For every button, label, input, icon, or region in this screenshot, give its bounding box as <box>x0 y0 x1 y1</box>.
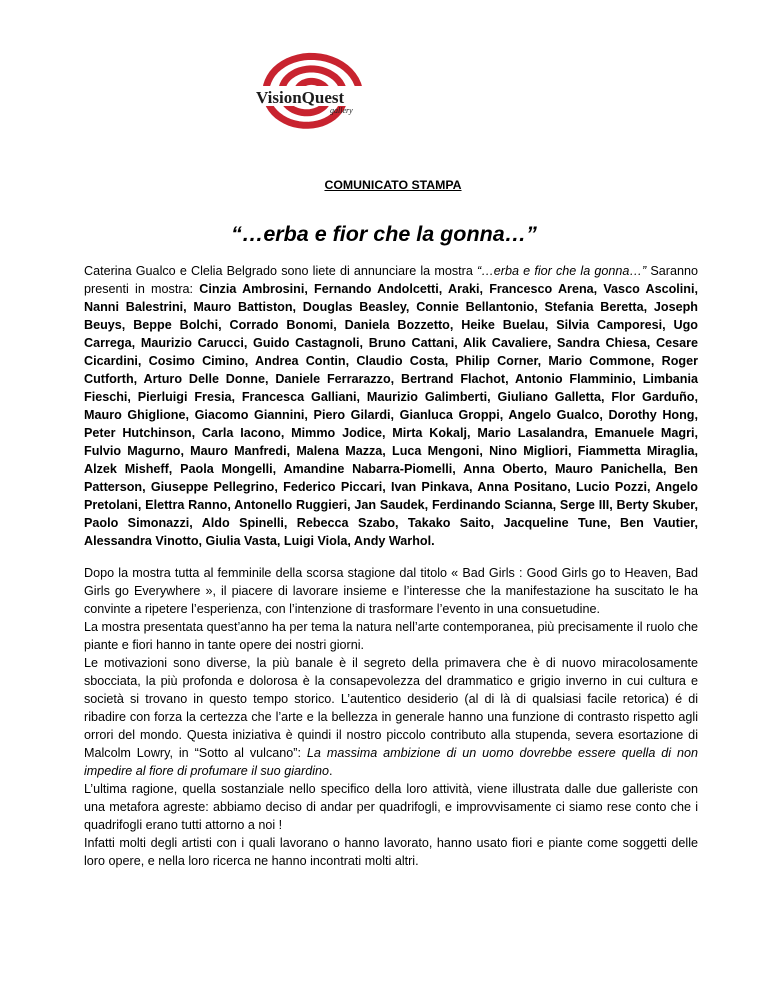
show-title-inline: “…erba e fior che la gonna…” <box>477 264 647 278</box>
spiral-logo-icon <box>236 52 366 138</box>
paragraph-motivation: Le motivazioni sono diverse, la più banale è il segreto della primavera che è di nuovo miracolosamente sbocciata, la più profonda e dolorosa è la consapevolezza del drammatico e grigio inverno in cui cultura e società si trovano in questo tempo storico. L’autentico desiderio (al di là di qualsiasi facile retorica) é di ribadire con forza la certezza che l’arte e la bellezza in generale hanno una funzione di contrasto rispetto agli orrori del mondo. Questa iniziativa è quindi il nostro piccolo contributo alla stupenda, severa esortazione di Malcolm Lowry, in “Sotto al vulcano”: La massima ambizione di un uomo dovrebbe essere quella di non impedire al fiore di profumare il suo giardino. <box>84 656 699 778</box>
paragraph-previous-show: Dopo la mostra tutta al femminile della scorsa stagione dal titolo « Bad Girls : Good Girls go to Heaven, Bad Girls go Everywhere », il piacere di lavorare insieme e l’interesse che la manifestazione ha suscitato le ha convinte a ripetere l’esperienza, con l’intenzione di trasformare l’evento in una consuetudine. <box>84 566 698 616</box>
lowry-quote: La massima ambizione di un uomo dovrebbe essere quella di non impedire al fiore di profumare il suo giardino <box>84 746 699 778</box>
document-body <box>84 262 698 870</box>
gallery-logo <box>236 52 366 138</box>
paragraph-theme: La mostra presentata quest’anno ha per tema la natura nell’arte contemporanea, più precisamente il ruolo che piante e fiori hanno in tante opere dei nostri giorni. <box>84 620 698 652</box>
paragraph-artists-flowers: Infatti molti degli artisti con i quali lavorano o hanno lavorato, hanno usato fiori e piante come soggetti delle loro opere, e nella loro ricerca ne hanno incontrati molti altri. <box>84 836 698 868</box>
artist-list: Cinzia Ambrosini, Fernando Andolcetti, Araki, Francesco Arena, Vasco Ascolini, Nanni Balestrini, Mauro Battiston, Douglas Beasley, Connie Bellantonio, Stefania Beretta, Joseph Beuys, Beppe Bolchi, Corrado Bonomi, Daniela Bozzetto, Heike Buelau, Silvia Camporesi, Ugo Carrega, Maurizio Carucci, Guido Castagnoli, Bruno Cattani, Alik Cavaliere, Sandra Chiesa, Cesare Cicardini, Cosimo Cimino, Andrea Contin, Claudio Costa, Philip Corner, Mario Commone, Roger Cutforth, Arturo Delle Donne, Daniele Ferrarazzo, Bertrand Flachot, Antonio Flamminio, Limbania Fieschi, Pierluigi Fresia, Francesca Galliani, Maurizio Galimberti, Giuliano Galletta, Flor Garduño, Mauro Ghiglione, Giacomo Giannini, Piero Gilardi, Gianluca Groppi, Angelo Gualco, Dorothy Hong, Peter Hutchinson, Carla Iacono, Mimmo Jodice, Mirta Kokalj, Mario Lasalandra, Emanuele Magri, Fulvio Magurno, Mauro Manfredi, Malena Mazza, Luca Mengoni, Nino Migliori, Fiammetta Miraglia, Alzek Misheff, Paola Mongelli, Amandine Nabarra-Piomelli, Anna Oberto, Mauro Panichella, Ben Patterson, Giuseppe Pellegrino, Federico Piccari, Ivan Pinkava, Anna Positano, Lucio Pozzi, Angelo Pretolani, Elettra Ranno, Antonello Ruggieri, Jan Saudek, Ferdinando Scianna, Serge III, Berty Skuber, Paolo Simonazzi, Aldo Spinelli, Rebecca Szabo, Takako Saito, Jacqueline Tune, Ben Vautier, Alessandra Vinotto, Giulia Vasta, Luigi Viola, Andy Warhol. <box>84 282 698 548</box>
logo-sub-text: gallery <box>330 106 353 115</box>
intro-paragraph: Caterina Gualco e Clelia Belgrado sono liete di annunciare la mostra “…erba e fior che la gonna…” Saranno presenti in mostra: Cinzia Ambrosini, Fernando Andolcetti, Araki, Francesco Arena, Vasco Ascolini, Nanni Balestrini, Mauro Battiston, Douglas Beasley, Connie Bellantonio, Stefania Beretta, Joseph Beuys, Beppe Bolchi, Corrado Bonomi, Daniela Bozzetto, Heike Buelau, Silvia Camporesi, Ugo Carrega, Maurizio Carucci, Guido Castagnoli, Bruno Cattani, Alik Cavaliere, Sandra Chiesa, Cesare Cicardini, Cosimo Cimino, Andrea Contin, Claudio Costa, Philip Corner, Mario Commone, Roger Cutforth, Arturo Delle Donne, Daniele Ferrarazzo, Bertrand Flachot, Antonio Flamminio, Limbania Fieschi, Pierluigi Fresia, Francesca Galliani, Maurizio Galimberti, Giuliano Galletta, Flor Garduño, Mauro Ghiglione, Giacomo Giannini, Piero Gilardi, Gianluca Groppi, Angelo Gualco, Dorothy Hong, Peter Hutchinson, Carla Iacono, Mimmo Jodice, Mirta Kokalj, Mario Lasalandra, Emanuele Magri, Fulvio Magurno, Mauro Manfredi, Malena Mazza, Luca Mengoni, Nino Migliori, Fiammetta Miraglia, Alzek Misheff, Paola Mongelli, Amandine Nabarra-Piomelli, Anna Oberto, Mauro Panichella, Ben Patterson, Giuseppe Pellegrino, Federico Piccari, Ivan Pinkava, Anna Positano, Lucio Pozzi, Angelo Pretolani, Elettra Ranno, Antonello Ruggieri, Jan Saudek, Ferdinando Scianna, Serge III, Berty Skuber, Paolo Simonazzi, Aldo Spinelli, Rebecca Szabo, Takako Saito, Jacqueline Tune, Ben Vautier, Alessandra Vinotto, Giulia Vasta, Luigi Viola, Andy Warhol. <box>84 264 698 548</box>
logo-name-text: VisionQuest <box>256 88 345 107</box>
paragraph-metaphor: L’ultima ragione, quella sostanziale nello specifico della loro attività, viene illustrata dalle due galleriste con una metafora agreste: abbiamo deciso di andar per quadrifogli, e improvvisamente ci siamo rese conto che i quadrifogli erano tutti attorno a noi ! <box>84 782 698 832</box>
press-release-label: COMUNICATO STAMPA <box>324 178 462 192</box>
page-title: “…erba e fior che la gonna…” <box>231 222 537 246</box>
